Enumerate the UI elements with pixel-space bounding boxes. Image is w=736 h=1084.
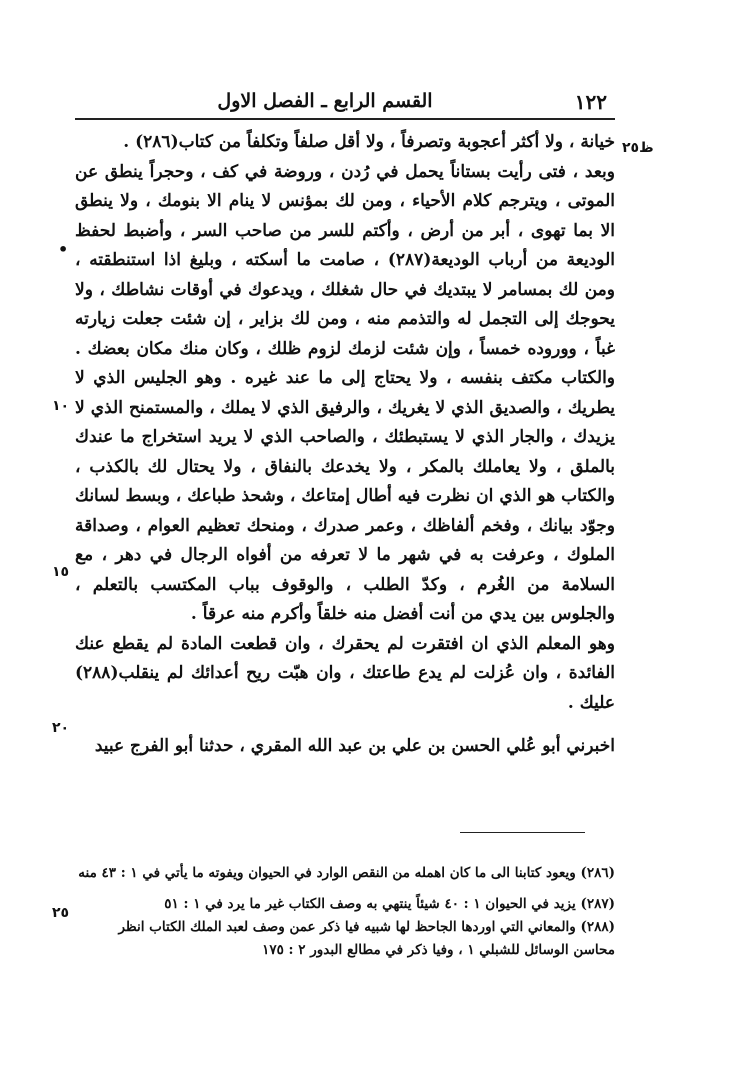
footnote-divider — [460, 832, 585, 833]
folio-marker: ظ٢٥ — [622, 140, 654, 156]
paragraph: وهو المعلم الذي ان افتقرت لم يحقرك ، وان قطعت المادة لم يقطع عنك الفائدة ، وان عُزلت لم يدع طاعتك ، وان هبّت ريح أعدائك لم ينقلب(٢٨٨) عليك . — [75, 633, 615, 713]
margin-bullet: • — [58, 240, 69, 259]
page-number: ١٢٢ — [574, 90, 607, 114]
main-text — [75, 128, 615, 762]
page-header — [75, 88, 615, 120]
paragraph: وبعد ، فتى رأيت بستاناً يحمل في رُدن ، وروضة في كف ، وحجراً ينطق عن الموتى ، ويترجم كلام الأحياء ، ومن لك بمؤنس لا ينام الا بنومك ، ولا ينطق الا بما تهوى ، أبر من أرض ، وأكتم للسر من صاحب السر ، وأضبط لحفظ الوديعة من أرباب الوديعة(٢٨٧) ، صامت ما أسكته ، وبليغ اذا استنطقته ، ومن لك بمسامر لا يبتديك في حال شغلك ، ويدعوك في أوقات نشاطك ، ولا يحوجك إلى التجمل له والتذمم منه ، ومن لك بزاير ، إن شئت جعلت زيارته غباً ، ووروده خمساً ، وإن شئت لزمك لزوم ظلك ، وكان منك مكان بعضك . والكتاب مكتف بنفسه ، ولا يحتاج إلى ما عند غيره . وهو الجليس الذي لا يطريك ، والصديق الذي لا يغريك ، والرفيق الذي لا يملك ، والمستمنح الذي لا يزيدك ، والجار الذي لا يستبطئك ، والصاحب الذي لا يريد استخراج ما عندك بالملق ، ولا يعاملك بالمكر ، ولا يخدعك بالنفاق ، ولا يحتال لك بالكذب ، والكتاب هو الذي ان نظرت فيه أطال إمتاعك ، وشحذ طباعك ، وبسط لسانك وجوّد بيانك ، وفخم ألفاظك ، وعمر صدرك ، ومنحك تعظيم العوام ، وصداقة الملوك ، وعرفت به في شهر ما لا تعرفه من أفواه الرجال في دهر ، مع السلامة من الغُرم ، وكدّ الطلب ، والوقوف بباب المكتسب بالتعلم ، والجلوس بين يدي من أنت أفضل منه خلقاً وأكرم منه عرقاً . — [75, 161, 615, 624]
running-title: القسم الرابع ـ الفصل الاول — [217, 90, 433, 112]
paragraph: اخبرني أبو عُلي الحسن بن علي بن عبد الله المقري ، حدثنا أبو الفرج عبيد — [94, 736, 615, 756]
footnote-286: (٢٨٦) ويعود كتابنا الى ما كان اهمله من النقص الوارد في الحيوان ويفوته ما يأتي في ١ : ٤٣ منه — [78, 865, 615, 881]
footnotes — [75, 862, 615, 962]
footnote-288: (٢٨٨) والمعاني التي اوردها الجاحظ لها شبيه فيا ذكر عمن وصف لعبد الملك الكتاب انظر محاسن الوسائل للشبلي ١ ، وفيا ذكر في مطالع البدور ٢ : ١٧٥ — [118, 919, 615, 958]
footnote-287: (٢٨٧) يزيد في الحيوان ١ : ٤٠ شيئاً ينتهي به وصف الكتاب غير ما يرد في ١ : ٥١ — [164, 896, 615, 912]
paragraph: خيانة ، ولا أكثر أعجوبة وتصرفاً ، ولا أقل صلفاً وتكلفاً من كتاب(٢٨٦) . — [123, 132, 615, 152]
line-number-25: ٢٥ — [52, 905, 70, 921]
line-number-15: ١٥ — [52, 564, 70, 580]
line-number-10: ١٠ — [52, 398, 70, 414]
line-number-20: ٢٠ — [52, 720, 70, 736]
footnote-spacer — [75, 885, 615, 893]
paragraph-spacer — [75, 718, 615, 732]
